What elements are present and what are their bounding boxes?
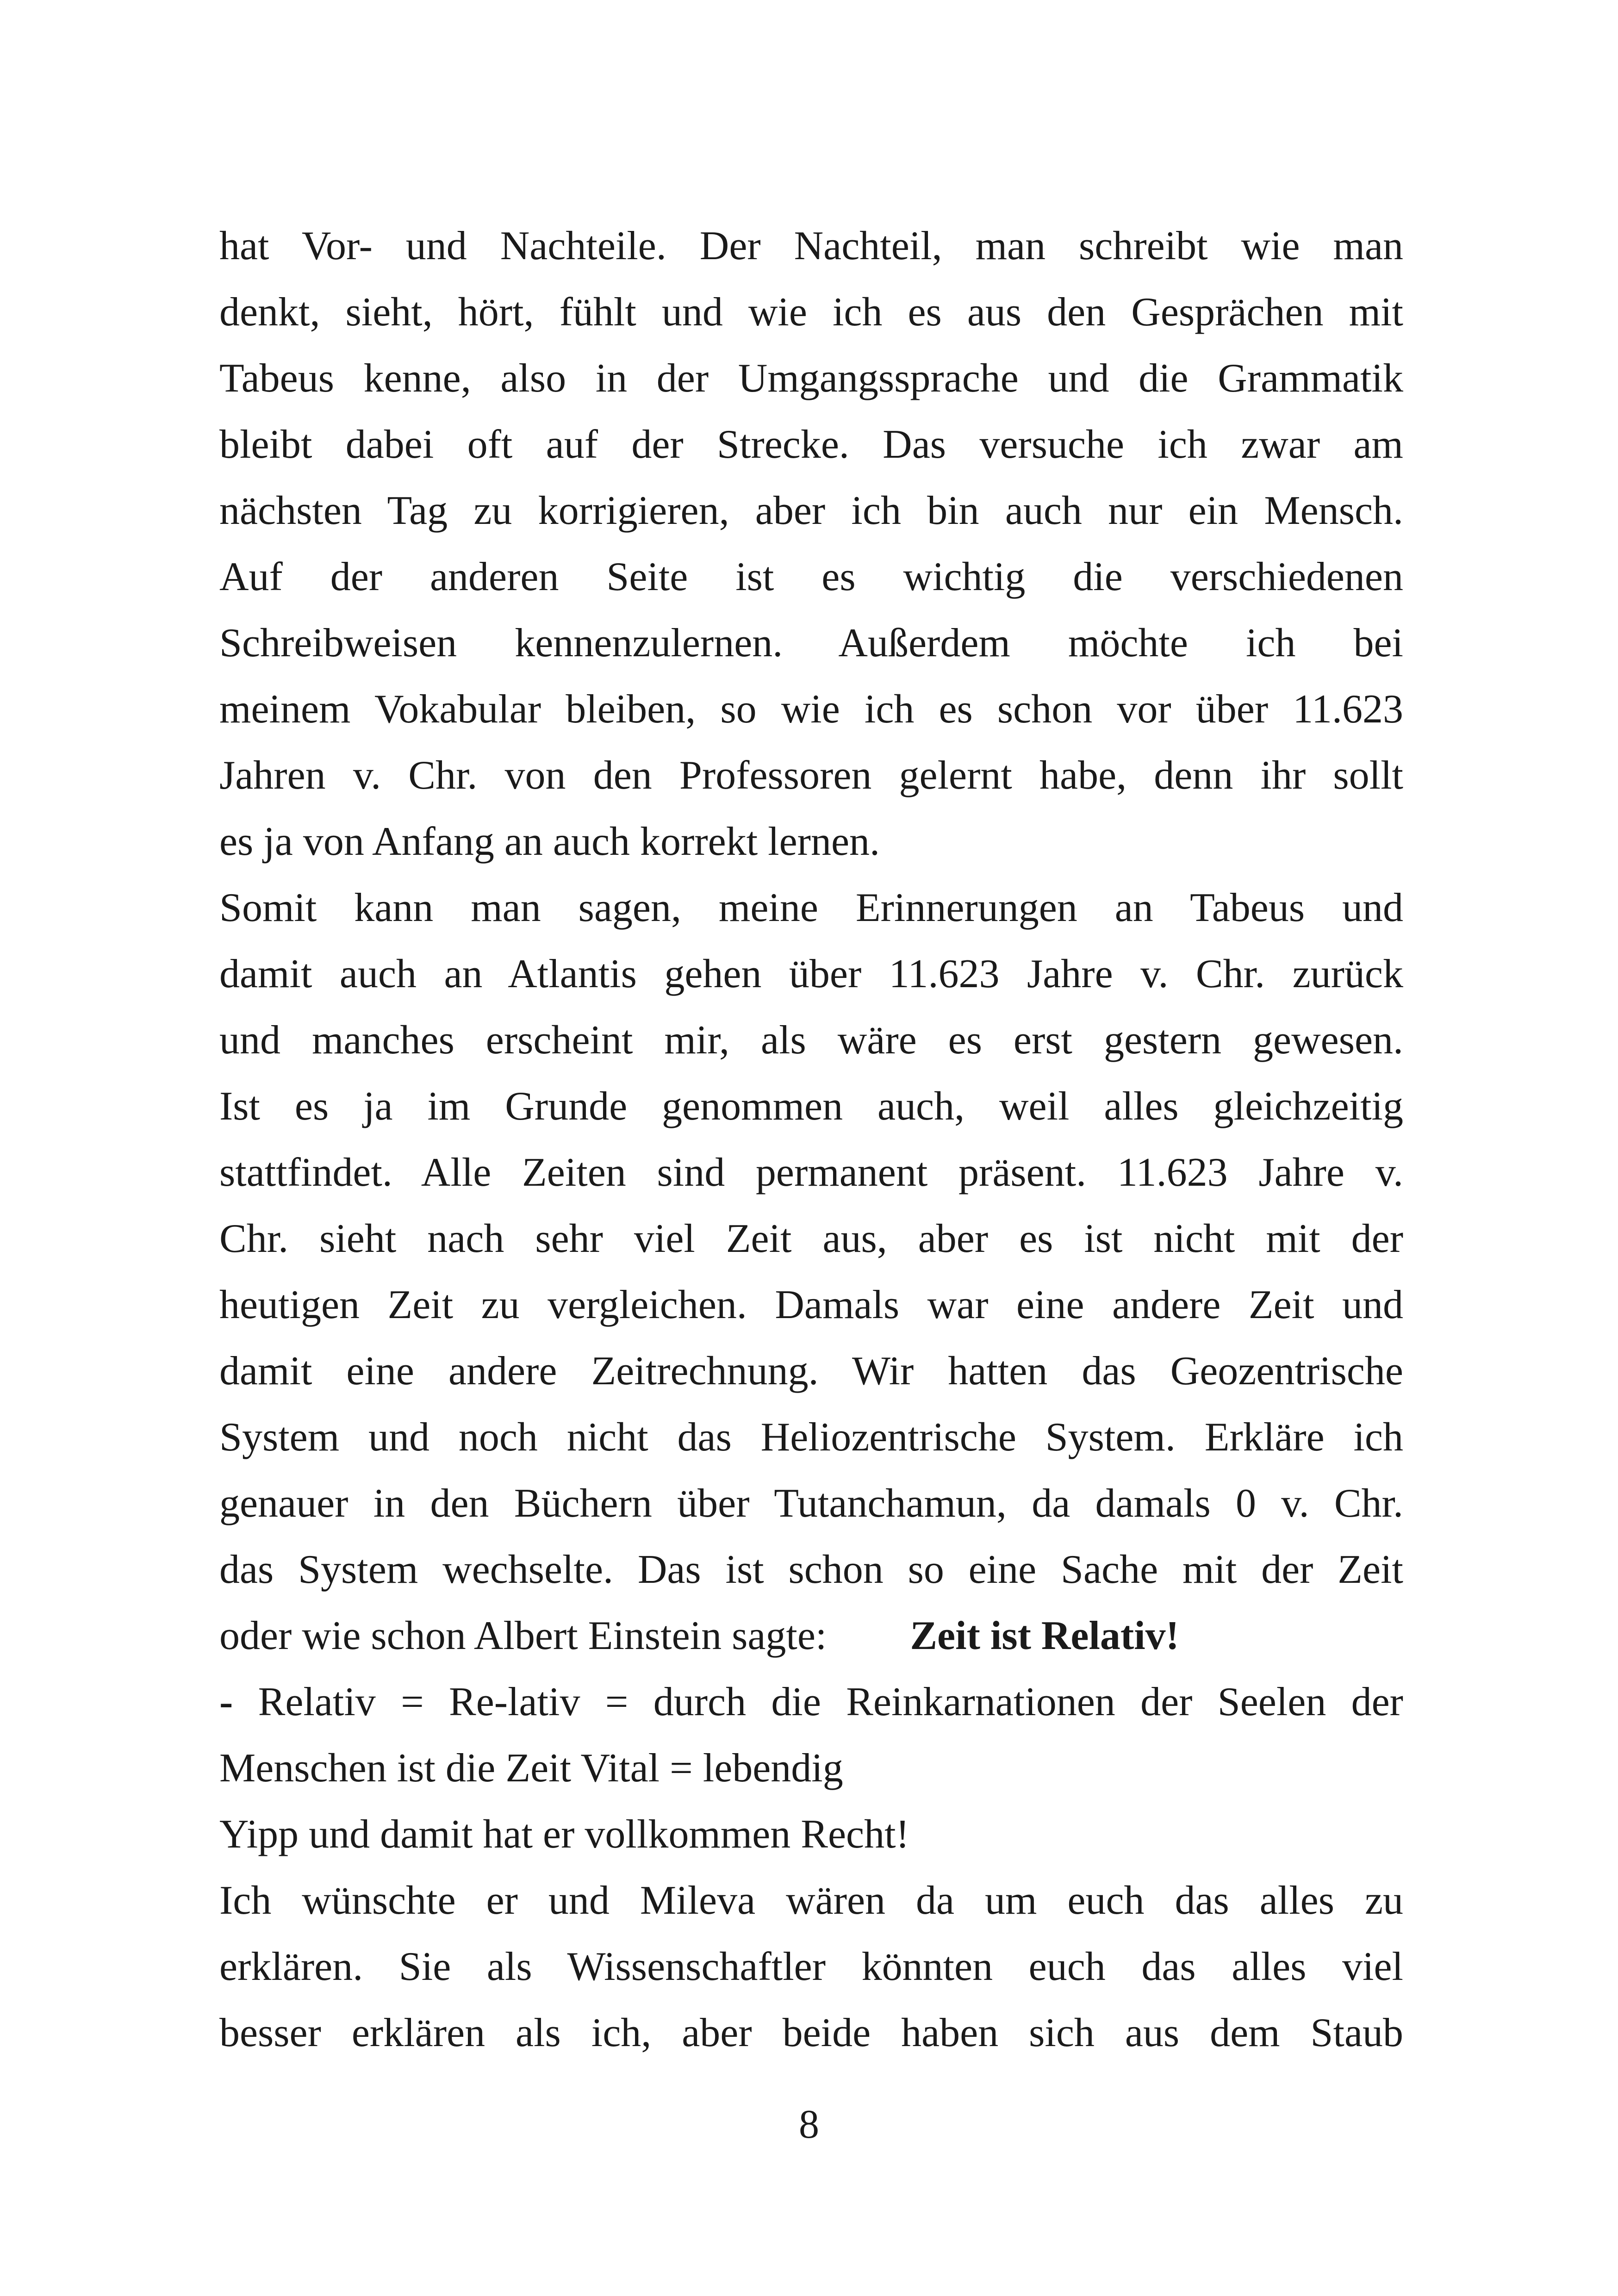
text-line: heutigen Zeit zu vergleichen. Damals war eine andere Zeit und [219,1282,1403,1327]
page-number: 8 [799,2102,819,2147]
relativ-text: Relativ = Re-lativ = durch die Reinkarnationen der Seelen der [233,1680,1403,1724]
einstein-line [219,1603,1403,1669]
text-line: und manches erscheint mir, als wäre es erst gestern gewesen. [219,1018,1403,1063]
text-line: Schreibweisen kennenzulernen. Außerdem möchte ich bei [219,621,1403,666]
text-line: besser erklären als ich, aber beide haben sich aus dem Staub [219,2010,1403,2055]
text-line: erklären. Sie als Wissenschaftler könnten euch das alles viel [219,1944,1403,1989]
text-line: Menschen ist die Zeit Vital = lebendig [219,1746,843,1791]
text-line: hat Vor- und Nachteile. Der Nachteil, man schreibt wie man [219,224,1403,268]
text-line: Jahren v. Chr. von den Professoren gelernt habe, denn ihr sollt [219,753,1403,798]
text-line: genauer in den Büchern über Tutanchamun, da damals 0 v. Chr. [219,1481,1403,1526]
text-line: damit auch an Atlantis gehen über 11.623 Jahre v. Chr. zurück [219,952,1403,996]
relativ-line [219,1669,1403,1735]
text-line: denkt, sieht, hört, fühlt und wie ich es aus den Gesprächen mit [219,290,1403,335]
text-line: stattfindet. Alle Zeiten sind permanent präsent. 11.623 Jahre v. [219,1150,1403,1195]
dash-marker: - [219,1680,233,1724]
text-line: es ja von Anfang an auch korrekt lernen. [219,819,880,864]
text-line: bleibt dabei oft auf der Strecke. Das versuche ich zwar am [219,422,1403,467]
text-line: das System wechselte. Das ist schon so eine Sache mit der Zeit [219,1547,1403,1592]
text-line: Ich wünschte er und Mileva wären da um euch das alles zu [219,1878,1403,1923]
text-line: Yipp und damit hat er vollkommen Recht! [219,1812,909,1857]
text-line: nächsten Tag zu korrigieren, aber ich bin auch nur ein Mensch. [219,488,1403,533]
body-text [219,213,1403,2066]
text-line: meinem Vokabular bleiben, so wie ich es schon vor über 11.623 [219,687,1403,732]
einstein-intro: oder wie schon Albert Einstein sagte: [219,1613,827,1658]
relativity-quote: Zeit ist Relativ! [910,1613,1179,1658]
text-line: Chr. sieht nach sehr viel Zeit aus, aber es ist nicht mit der [219,1216,1403,1261]
text-line: Somit kann man sagen, meine Erinnerungen an Tabeus und [219,885,1403,930]
text-line: Auf der anderen Seite ist es wichtig die verschiedenen [219,554,1403,599]
text-line: Ist es ja im Grunde genommen auch, weil alles gleichzeitig [219,1084,1403,1129]
text-line: System und noch nicht das Heliozentrische System. Erkläre ich [219,1415,1403,1460]
text-line: damit eine andere Zeitrechnung. Wir hatten das Geozentrische [219,1349,1403,1394]
text-line: Tabeus kenne, also in der Umgangssprache und die Grammatik [219,356,1403,401]
